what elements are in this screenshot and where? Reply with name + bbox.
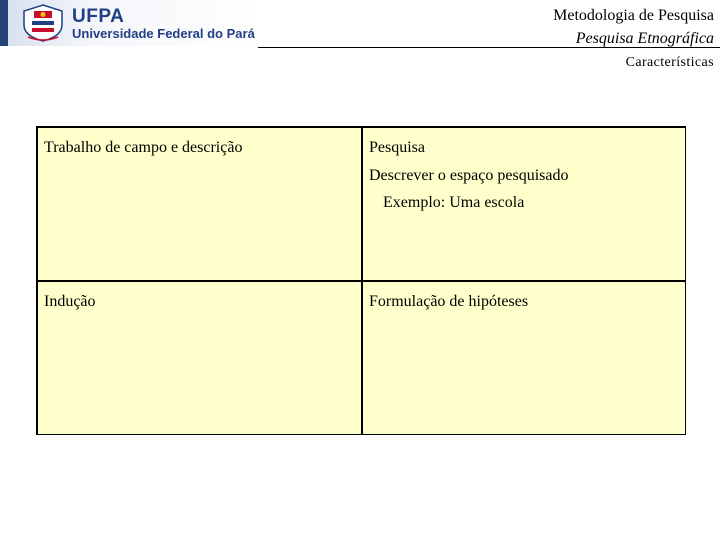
logo-edge-decoration bbox=[0, 0, 8, 46]
university-seal-icon bbox=[20, 3, 66, 43]
cell-text: Formulação de hipóteses bbox=[369, 293, 529, 310]
table-cell bbox=[38, 128, 361, 280]
table-cell bbox=[361, 280, 685, 434]
table-cell bbox=[38, 280, 361, 434]
cell-text: Exemplo: Uma escola bbox=[383, 194, 525, 211]
table-cell bbox=[361, 128, 685, 280]
university-logo bbox=[0, 0, 258, 46]
cell-text: Descrever o espaço pesquisado bbox=[369, 166, 569, 184]
logo-university-name: Universidade Federal do Pará bbox=[72, 26, 255, 41]
slide-header-title: Metodologia de Pesquisa bbox=[553, 7, 714, 24]
characteristics-table bbox=[36, 126, 686, 435]
header-divider bbox=[258, 47, 720, 48]
section-label: Características bbox=[625, 55, 714, 70]
cell-text: Trabalho de campo e descrição bbox=[44, 139, 243, 156]
cell-text: Indução bbox=[44, 293, 96, 310]
cell-text: Pesquisa bbox=[369, 139, 425, 156]
logo-acronym: UFPA bbox=[72, 6, 125, 27]
slide-header-subtitle: Pesquisa Etnográfica bbox=[575, 30, 714, 47]
